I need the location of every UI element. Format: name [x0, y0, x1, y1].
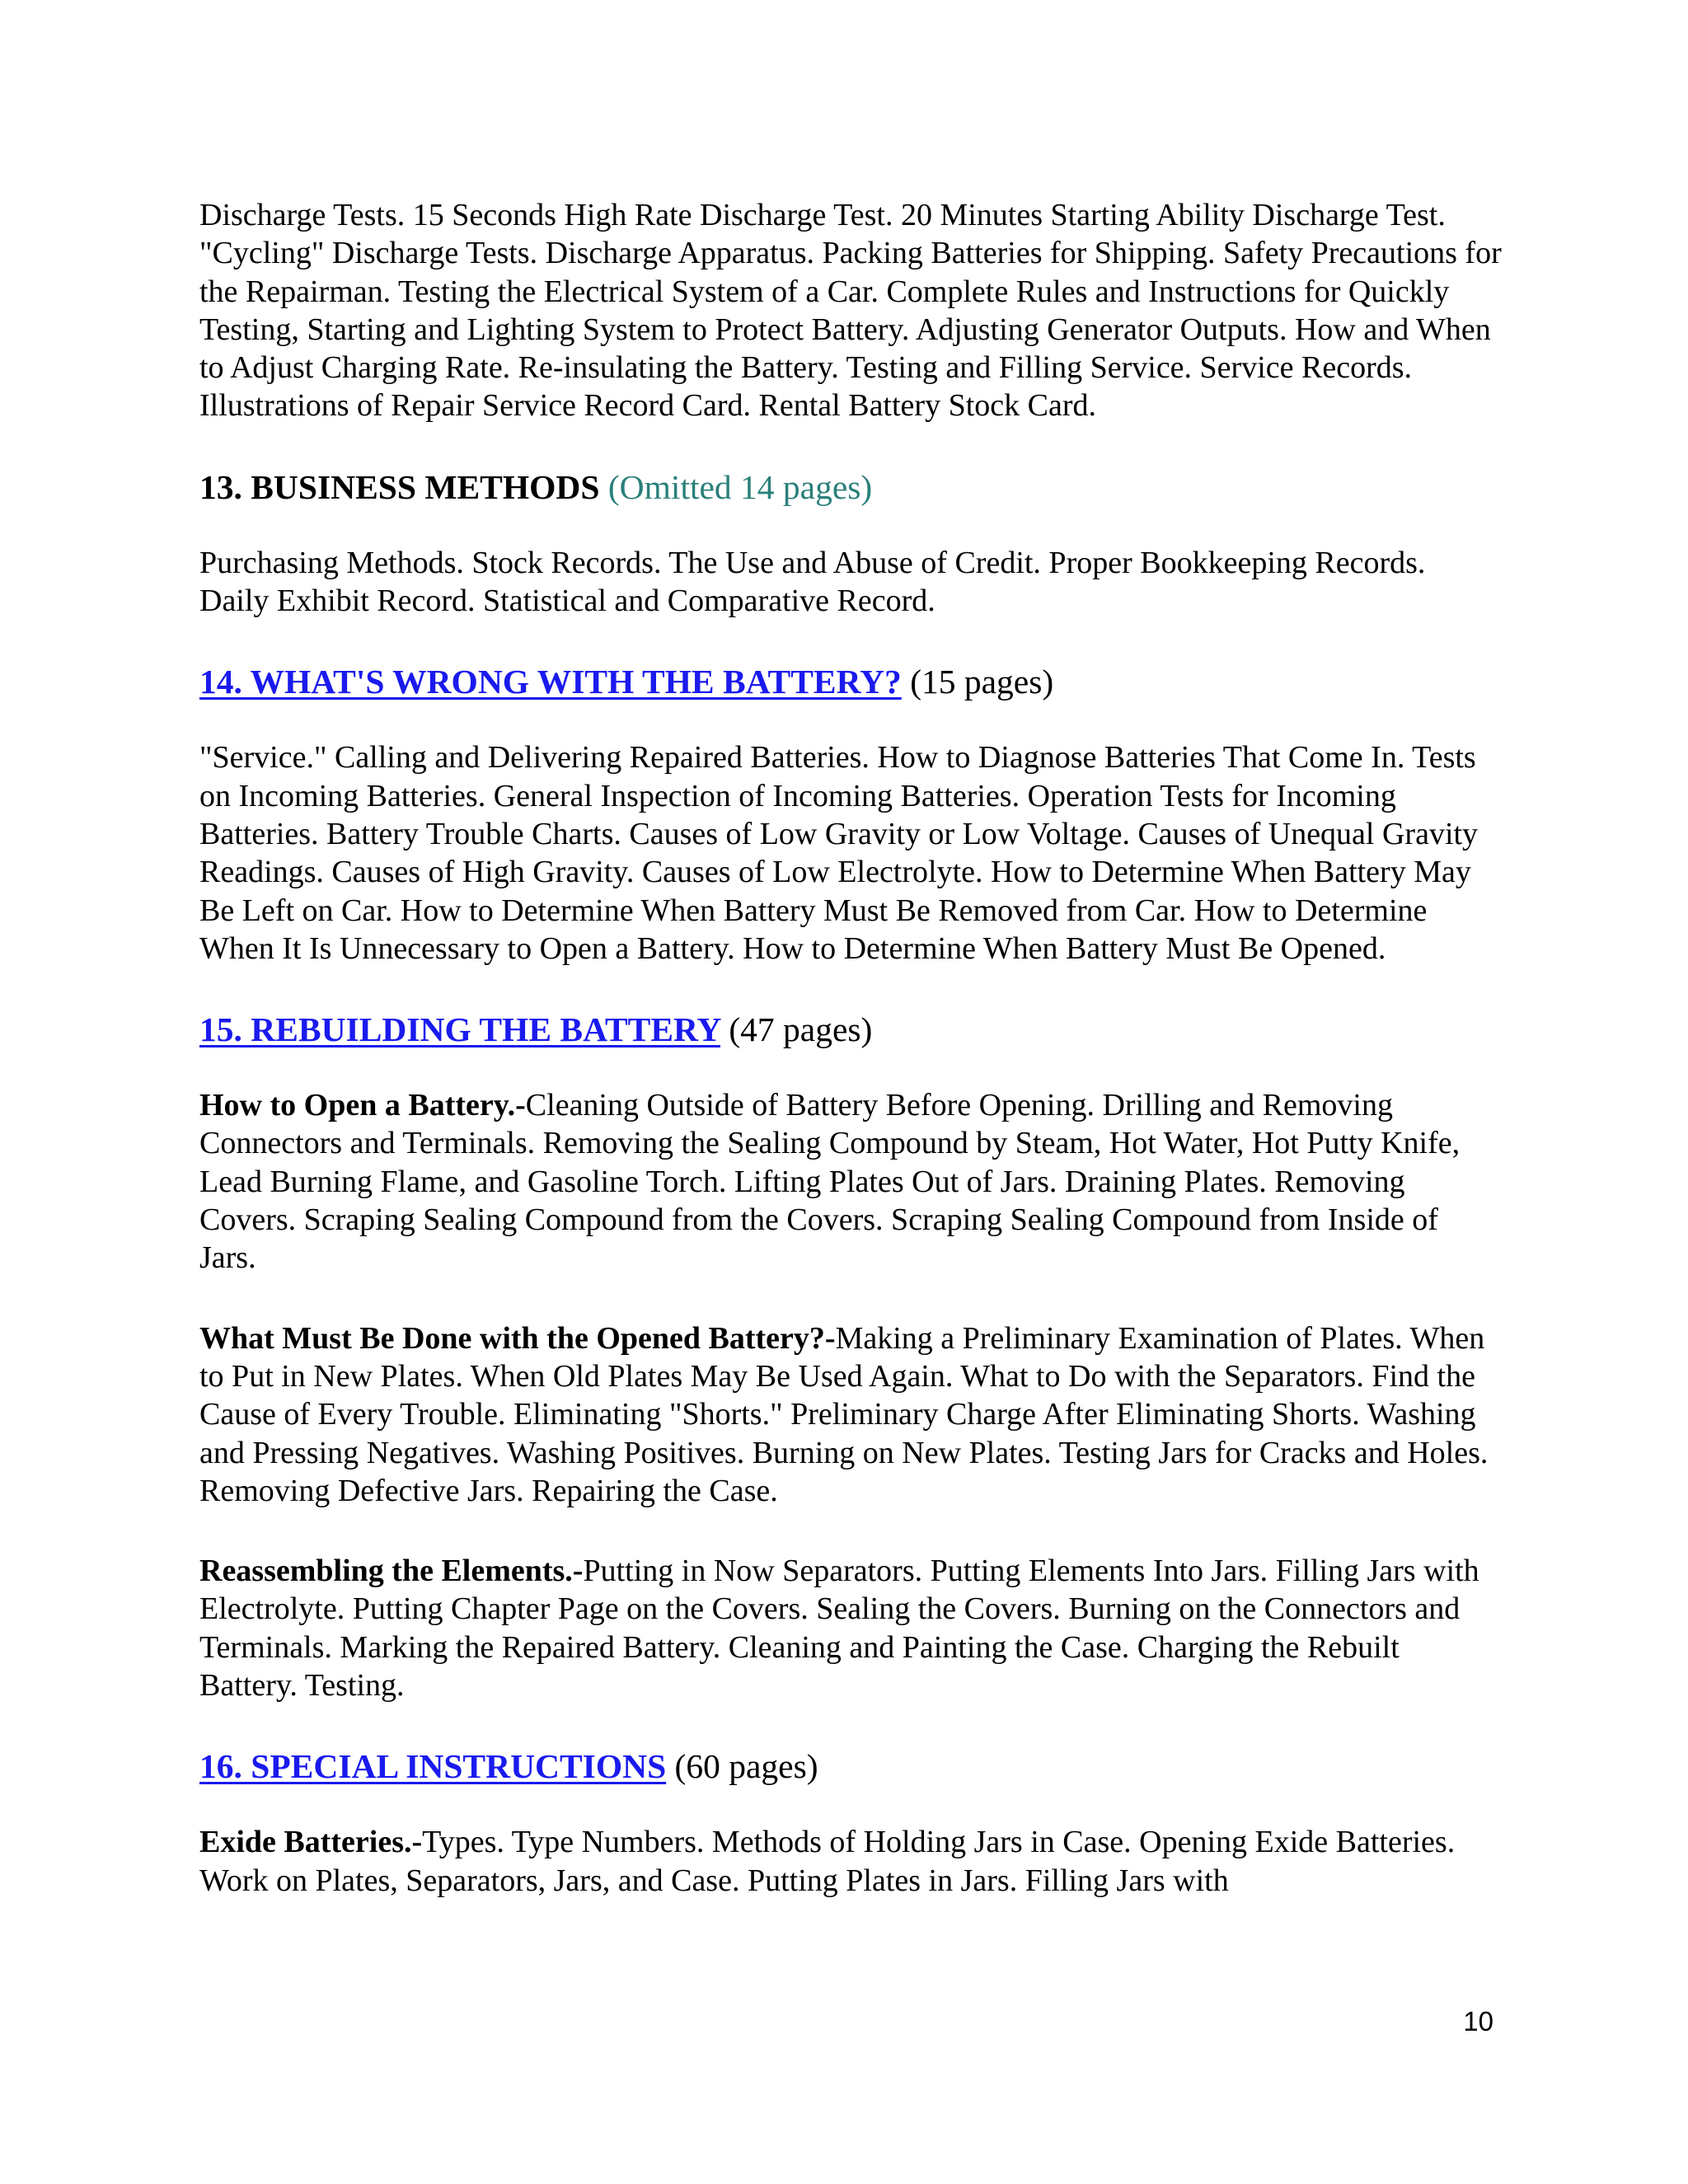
- section-15-part-reassemble: [199, 1552, 1502, 1704]
- section-14-page-count: (15 pages): [910, 663, 1054, 701]
- part-text: Cleaning Outside of Battery Before Opening. Drilling and Removing Connectors and Terminals. Removing the Sealing Compound by Steam, Hot Water, Hot Putty Knife, Lead Burning Flame, and Gasoline Torch. Lifting Plates Out of Jars. Draining Plates. Removing Covers. Scraping Sealing Compound from the Covers. Scraping Sealing Compound from Inside of Jars.: [199, 1088, 1461, 1276]
- part-lead: Exide Batteries.-: [199, 1825, 423, 1860]
- section-16-page-count: (60 pages): [674, 1747, 818, 1786]
- section-13-heading: [199, 467, 1502, 507]
- section-15-part-open: [199, 1086, 1502, 1277]
- section-14-heading: [199, 662, 1502, 701]
- section-13-title: 13. BUSINESS METHODS: [199, 467, 600, 506]
- section-15-link[interactable]: 15. REBUILDING THE BATTERY: [199, 1010, 720, 1049]
- section-14-link[interactable]: 14. WHAT'S WRONG WITH THE BATTERY?: [199, 663, 902, 701]
- part-text: Types. Type Numbers. Methods of Holding Jars in Case. Opening Exide Batteries. Work on Plates, Separators, Jars, and Case. Putting Plates in Jars. Filling Jars with: [199, 1825, 1456, 1898]
- part-text: Making a Preliminary Examination of Plates. When to Put in New Plates. When Old Plates May Be Used Again. What to Do with the Separators. Find the Cause of Every Trouble. Eliminating "Shorts." Preliminary Charge After Eliminating Shorts. Washing and Pressing Negatives. Washing Positives. Burning on New Plates. Testing Jars for Cracks and Holes. Removing Defective Jars. Repairing the Case.: [199, 1320, 1489, 1508]
- part-lead: Reassembling the Elements.-: [199, 1554, 584, 1589]
- page-number: 10: [1463, 2006, 1493, 2036]
- section-16-part-exide: [199, 1823, 1502, 1900]
- section-14-text: "Service." Calling and Delivering Repaired Batteries. How to Diagnose Batteries That Come In. Tests on Incoming Batteries. General Inspection of Incoming Batteries. Operation Tests for Incoming Batteries. Battery Trouble Charts. Causes of Low Gravity or Low Voltage. Causes of Unequal Gravity Readings. Causes of High Gravity. Causes of Low Electrolyte. How to Determine When Battery May Be Left on Car. How to Determine When Battery Must Be Removed from Car. How to Determine When It Is Unnecessary to Open a Battery. How to Determine When Battery Must Be Opened.: [199, 740, 1479, 966]
- part-text: Putting in Now Separators. Putting Elements Into Jars. Filling Jars with Electrolyte. Putting Chapter Page on the Covers. Sealing the Covers. Burning on the Connectors and Terminals. Marking the Repaired Battery. Cleaning and Painting the Case. Charging the Rebuilt Battery. Testing.: [199, 1554, 1479, 1704]
- section-13-text: Purchasing Methods. Stock Records. The Use and Abuse of Credit. Proper Bookkeeping Records. Daily Exhibit Record. Statistical and Comparative Record.: [199, 545, 1426, 619]
- part-lead: How to Open a Battery.-: [199, 1088, 526, 1123]
- section-16-link[interactable]: 16. SPECIAL INSTRUCTIONS: [199, 1747, 667, 1786]
- page-content: [199, 196, 1502, 1900]
- intro-paragraph: Discharge Tests. 15 Seconds High Rate Discharge Test. 20 Minutes Starting Ability Discharge Test. "Cycling" Discharge Tests. Discharge Apparatus. Packing Batteries for Shipping. Safety Precautions for the Repairman. Testing the Electrical System of a Car. Complete Rules and Instructions for Quickly Testing, Starting and Lighting System to Protect Battery. Adjusting Generator Outputs. How and When to Adjust Charging Rate. Re-insulating the Battery. Testing and Filling Service. Service Records. Illustrations of Repair Service Record Card. Rental Battery Stock Card.: [199, 198, 1502, 424]
- section-15-heading: [199, 1010, 1502, 1049]
- section-15-page-count: (47 pages): [729, 1010, 873, 1049]
- part-lead: What Must Be Done with the Opened Battery?-: [199, 1320, 836, 1356]
- section-15-part-opened: [199, 1319, 1502, 1510]
- section-16-heading: [199, 1746, 1502, 1786]
- section-13-note: (Omitted 14 pages): [607, 467, 873, 506]
